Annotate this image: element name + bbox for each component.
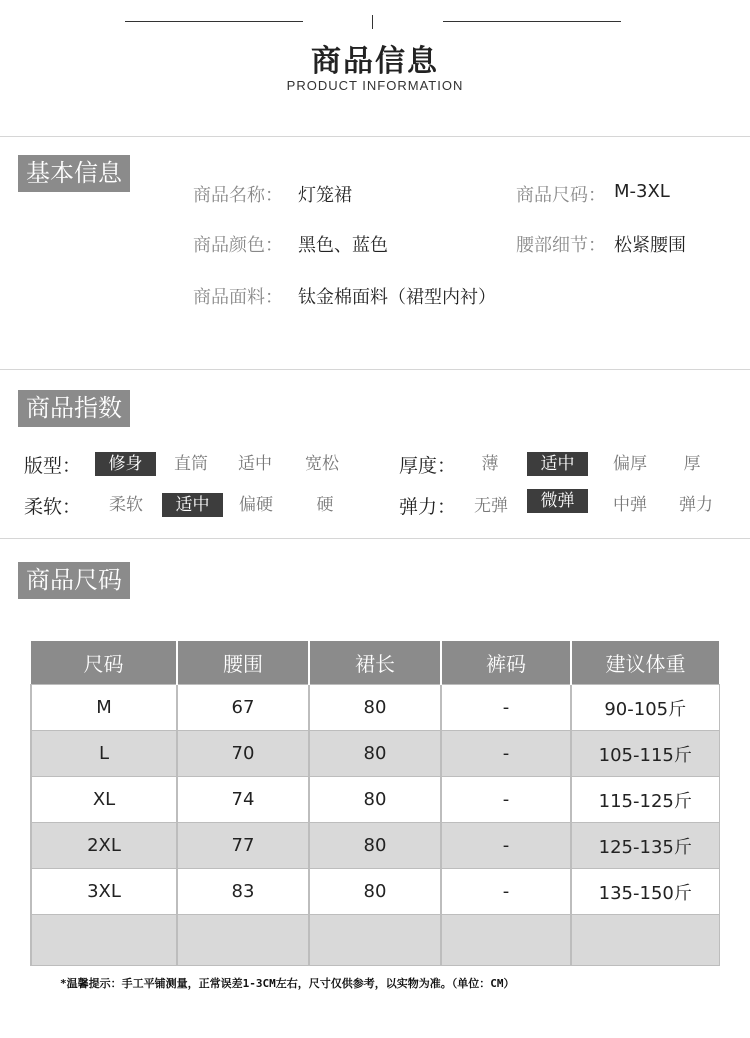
option-fit-slim: 修身 xyxy=(95,452,156,476)
table-cell: 3XL xyxy=(31,869,177,915)
info-key-size: 商品尺码： xyxy=(516,185,606,206)
table-cell: - xyxy=(441,823,571,869)
table-cell: 2XL xyxy=(31,823,177,869)
table-cell: 70 xyxy=(177,731,309,777)
divider xyxy=(0,369,750,370)
index-label-softness: 柔软： xyxy=(24,496,82,518)
table-cell: L xyxy=(31,731,177,777)
info-value-fabric: 钛金棉面料（裙型内衬） xyxy=(298,287,496,308)
table-cell: 74 xyxy=(177,777,309,823)
divider xyxy=(0,538,750,539)
column-header: 腰围 xyxy=(177,641,309,685)
option-elasticity-medium: 中弹 xyxy=(613,495,647,515)
section-label-basic-info: 基本信息 xyxy=(18,155,130,192)
section-label-index: 商品指数 xyxy=(18,390,130,427)
table-cell: - xyxy=(441,869,571,915)
table-cell: 67 xyxy=(177,685,309,731)
table-cell xyxy=(31,915,177,966)
table-cell: 105-115斤 xyxy=(571,731,719,777)
table-cell: XL xyxy=(31,777,177,823)
option-softness-stiffer: 偏硬 xyxy=(239,495,273,515)
option-elasticity-stretch: 弹力 xyxy=(679,495,713,515)
table-cell: 83 xyxy=(177,869,309,915)
option-softness-medium: 适中 xyxy=(162,493,223,517)
column-header: 建议体重 xyxy=(571,641,719,685)
size-footnote: *温馨提示：手工平铺测量，正常误差1-3CM左右，尺寸仅供参考，以实物为准。（单位：CM） xyxy=(60,977,515,990)
column-header: 裤码 xyxy=(441,641,571,685)
info-value-name: 灯笼裙 xyxy=(298,185,352,206)
table-row xyxy=(31,731,719,777)
option-thickness-thicker: 偏厚 xyxy=(613,454,647,474)
header-rule-left xyxy=(125,21,303,22)
table-cell: M xyxy=(31,685,177,731)
table-cell: 135-150斤 xyxy=(571,869,719,915)
table-row xyxy=(31,869,719,915)
index-label-thickness: 厚度： xyxy=(399,455,457,477)
size-table xyxy=(30,641,720,966)
table-cell: 125-135斤 xyxy=(571,823,719,869)
divider xyxy=(0,136,750,137)
option-fit-loose: 宽松 xyxy=(305,454,339,474)
column-header: 裙长 xyxy=(309,641,441,685)
info-value-color: 黑色、蓝色 xyxy=(298,235,388,256)
table-cell: 80 xyxy=(309,823,441,869)
table-cell: - xyxy=(441,685,571,731)
header-tick xyxy=(372,15,373,29)
table-cell: - xyxy=(441,777,571,823)
table-row xyxy=(31,777,719,823)
table-cell xyxy=(177,915,309,966)
table-cell: 80 xyxy=(309,731,441,777)
option-softness-stiff: 硬 xyxy=(316,495,334,515)
table-row xyxy=(31,915,719,966)
table-row xyxy=(31,685,719,731)
option-fit-medium: 适中 xyxy=(238,454,272,474)
table-cell: 80 xyxy=(309,869,441,915)
index-label-elasticity: 弹力： xyxy=(399,496,457,518)
table-cell xyxy=(441,915,571,966)
header-rule-right xyxy=(443,21,621,22)
column-header: 尺码 xyxy=(31,641,177,685)
info-key-fabric: 商品面料： xyxy=(193,287,283,308)
info-value-size: M-3XL xyxy=(614,181,670,202)
table-cell: 77 xyxy=(177,823,309,869)
option-thickness-thin: 薄 xyxy=(481,454,499,474)
table-cell xyxy=(309,915,441,966)
info-value-waist: 松紧腰围 xyxy=(614,235,686,256)
table-row xyxy=(31,823,719,869)
option-fit-straight: 直筒 xyxy=(174,454,208,474)
option-elasticity-slight: 微弹 xyxy=(527,489,588,513)
table-cell: 115-125斤 xyxy=(571,777,719,823)
info-key-name: 商品名称： xyxy=(193,185,283,206)
table-header-row xyxy=(31,641,719,685)
table-cell: - xyxy=(441,731,571,777)
table-cell: 90-105斤 xyxy=(571,685,719,731)
option-thickness-thick: 厚 xyxy=(683,454,701,474)
section-label-size: 商品尺码 xyxy=(18,562,130,599)
table-cell: 80 xyxy=(309,685,441,731)
option-elasticity-none: 无弹 xyxy=(474,496,508,516)
option-thickness-medium: 适中 xyxy=(527,452,588,476)
table-cell: 80 xyxy=(309,777,441,823)
page-title: 商品信息 xyxy=(311,44,439,79)
info-key-waist: 腰部细节： xyxy=(516,235,606,256)
table-cell xyxy=(571,915,719,966)
index-label-fit: 版型： xyxy=(24,455,82,477)
option-softness-soft: 柔软 xyxy=(109,495,143,515)
page-subtitle: PRODUCT INFORMATION xyxy=(286,78,464,93)
info-key-color: 商品颜色： xyxy=(193,235,283,256)
